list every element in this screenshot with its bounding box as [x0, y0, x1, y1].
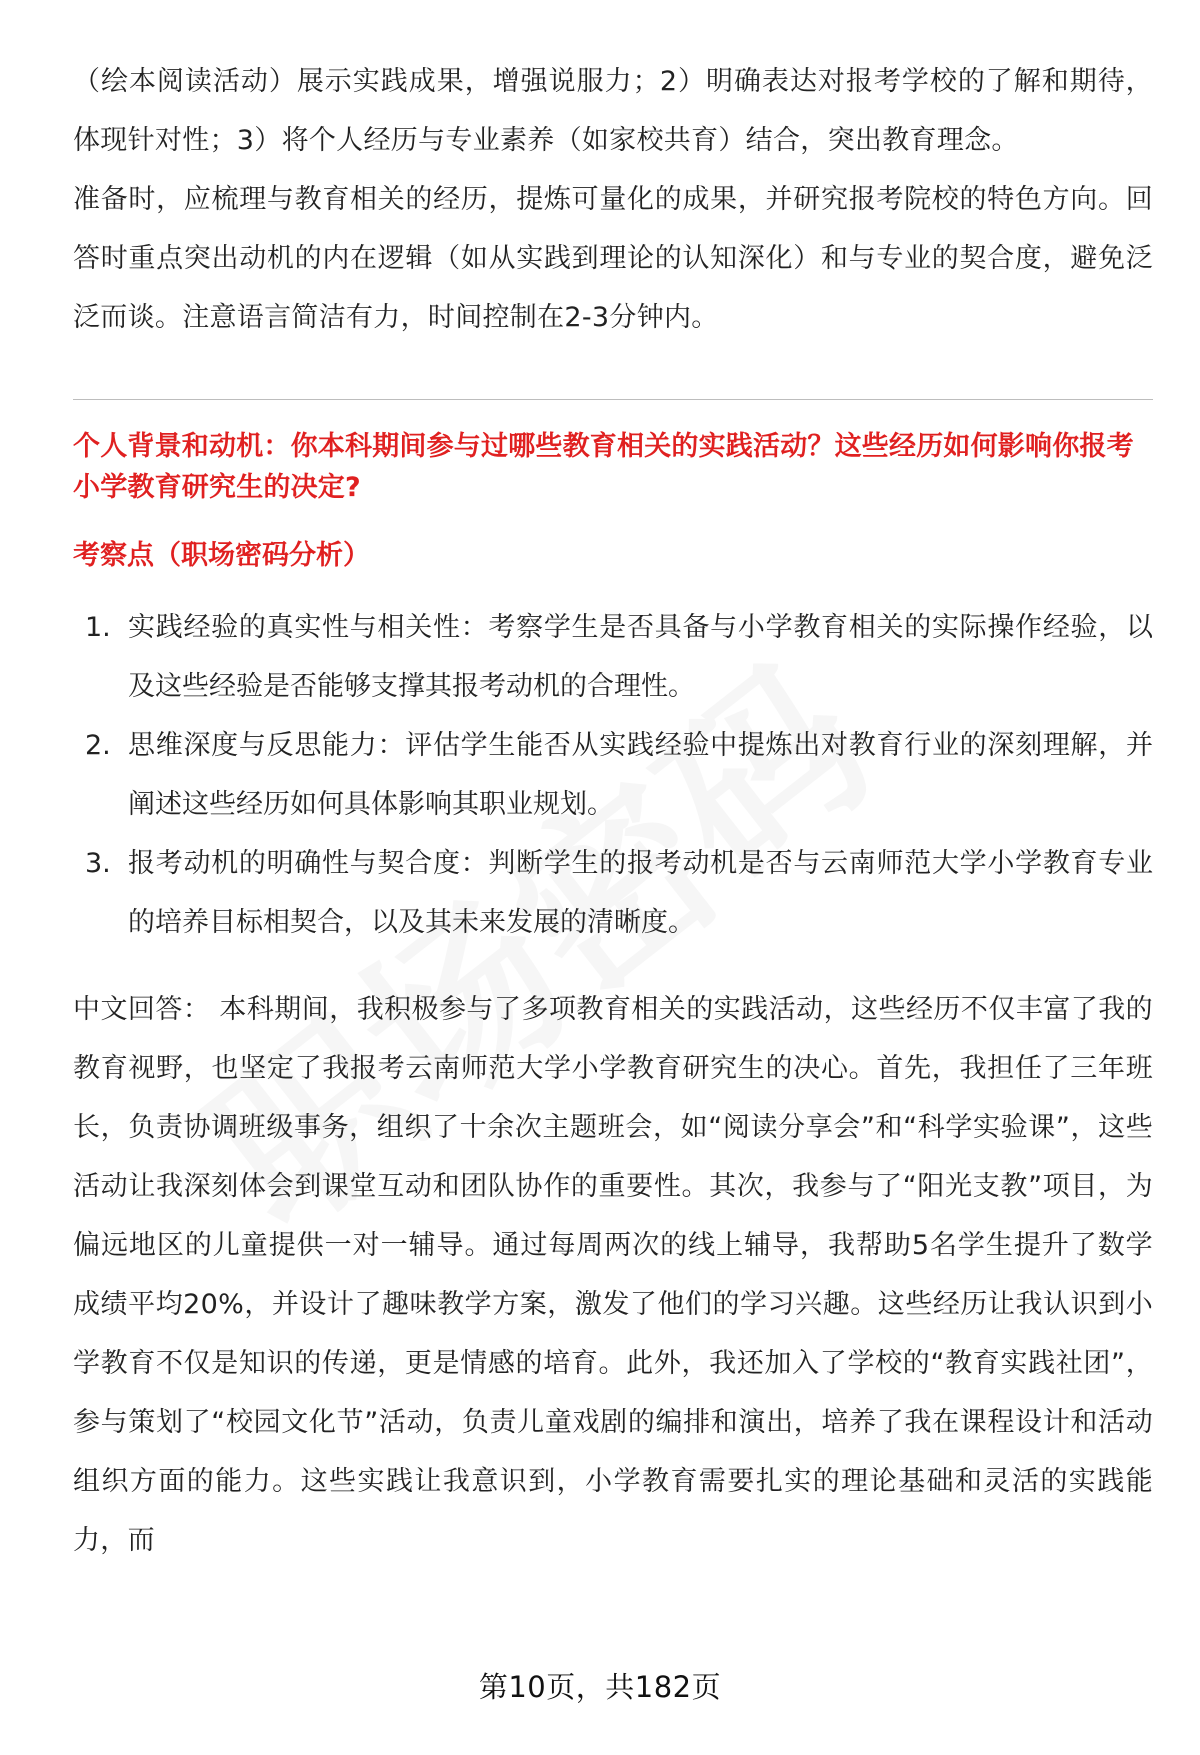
list-item-number: 1.: [85, 612, 111, 643]
intro-paragraph-2: 准备时，应梳理与教育相关的经历，提炼可量化的成果，并研究报考院校的特色方向。回答时重点突出动机的内在逻辑（如从实践到理论的认知深化）和与专业的契合度，避免泛泛而谈。注意语言简洁有力，时间控制在2-3分钟内。: [73, 184, 1153, 333]
intro-paragraph-1: （绘本阅读活动）展示实践成果，增强说服力；2）明确表达对报考学校的了解和期待，体现针对性；3）将个人经历与专业素养（如家校共育）结合，突出教育理念。: [73, 66, 1153, 156]
list-item: [73, 598, 1153, 716]
assessment-points-list: [73, 598, 1153, 952]
document-page: [73, 52, 1153, 1570]
section-divider: [73, 399, 1153, 400]
list-item: [73, 716, 1153, 834]
page-number: 第10页，共182页: [478, 1670, 722, 1704]
list-item-text: 思维深度与反思能力：评估学生能否从实践经验中提炼出对教育行业的深刻理解，并阐述这些经历如何具体影响其职业规划。: [128, 730, 1153, 820]
list-item-text: 报考动机的明确性与契合度：判断学生的报考动机是否与云南师范大学小学教育专业的培养目标相契合，以及其未来发展的清晰度。: [128, 848, 1153, 938]
list-item-number: 3.: [85, 848, 111, 879]
question-heading: 个人背景和动机：你本科期间参与过哪些教育相关的实践活动？这些经历如何影响你报考小学教育研究生的决定?: [73, 431, 1134, 503]
list-item: [73, 834, 1153, 952]
answer-paragraph: 中文回答： 本科期间，我积极参与了多项教育相关的实践活动，这些经历不仅丰富了我的教育视野，也坚定了我报考云南师范大学小学教育研究生的决心。首先，我担任了三年班长，负责协调班级事务，组织了十余次主题班会，如“阅读分享会”和“科学实验课”，这些活动让我深刻体会到课堂互动和团队协作的重要性。其次，我参与了“阳光支教”项目，为偏远地区的儿童提供一对一辅导。通过每周两次的线上辅导，我帮助5名学生提升了数学成绩平均20%，并设计了趣味教学方案，激发了他们的学习兴趣。这些经历让我认识到小学教育不仅是知识的传递，更是情感的培育。此外，我还加入了学校的“教育实践社团”，参与策划了“校园文化节”活动，负责儿童戏剧的编排和演出，培养了我在课程设计和活动组织方面的能力。这些实践让我意识到，小学教育需要扎实的理论基础和灵活的实践能力，而: [73, 994, 1153, 1556]
assessment-points-heading: 考察点（职场密码分析）: [73, 540, 370, 571]
list-item-text: 实践经验的真实性与相关性：考察学生是否具备与小学教育相关的实际操作经验，以及这些经验是否能够支撑其报考动机的合理性。: [128, 612, 1153, 702]
list-item-number: 2.: [85, 730, 111, 761]
